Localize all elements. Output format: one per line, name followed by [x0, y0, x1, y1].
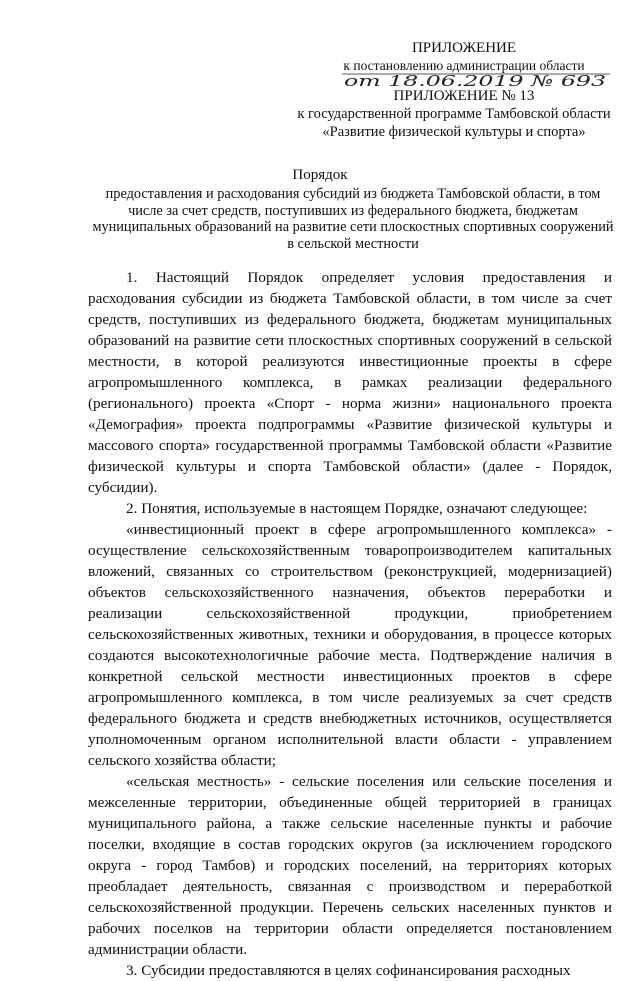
paragraph-2: 2. Понятия, используемые в настоящем Порядке, означают следующее:: [126, 500, 588, 517]
program-line-1: к государственной программе Тамбовской области: [297, 106, 611, 122]
handwritten-date-text: от 18.06.2019 № 693: [344, 72, 606, 89]
appendix-title: ПРИЛОЖЕНИЕ: [411, 40, 517, 56]
order-subtitle: предоставления и расходования субсидий из бюджета Тамбовской области, в том числе за счет средств, поступивших из федерального бюджета, бюджетам муниципальных образований на развитие сети плоскостных спортивных сооружений в сельской местности: [92, 186, 614, 252]
appendix-13-title: ПРИЛОЖЕНИЕ № 13: [393, 88, 535, 104]
order-title: Порядок: [292, 167, 348, 183]
paragraph-1: 1. Настоящий Порядок определяет условия предоставления и расходования субсидии из бюджета Тамбовской области, в том числе за счет средств, поступивших из федерального бюджета, бюджетам муниципальных образований на развитие сети плоскостных спортивных сооружений в сельской местности, в которой реализуются инвестиционные проекты в сфере агропромышленного комплекса, в рамках реализации федерального (регионального) проекта «Спорт - норма жизни» национального проекта «Демография» проекта подпрограммы «Развитие физической культуры и массового спорта» государственной программы Тамбовской области «Развитие физической культуры и спорта Тамбовской области» (далее - Порядок, субсидии).: [88, 269, 612, 496]
program-line-2: «Развитие физической культуры и спорта»: [322, 124, 586, 140]
paragraph-3: «инвестиционный проект в сфере агропромышленного комплекса» - осуществление сельскохозяйственным товаропроизводителем капитальных вложений, связанных со строительством (реконструкцией, модернизацией) объектов сельскохозяйственного назначения, объектов переработки и реализации сельскохозяйственной продукции, приобретением сельскохозяйственных животных, техники и оборудования, в процессе которых создаются высокотехнологичные рабочие места. Подтверждение наличия в конкретной сельской местности инвестиционных проектов в сфере агропромышленного комплекса, в том числе реализуемых за счет средств федерального бюджета и средств внебюджетных источников, осуществляется уполномоченным органом исполнительной власти области - управлением сельского хозяйства области;: [88, 521, 612, 769]
appendix-resolution-line: к постановлению администрации области: [343, 58, 585, 73]
paragraph-4: «сельская местность» - сельские поселения или сельские поселения и межселенные территории, объединенные общей территорией в границах муниципального района, а также сельские населенные пункты и рабочие поселки, входящие в состав городских округов (за исключением городского округа - город Тамбов) и городских поселений, на территориях которых преобладает деятельность, связанная с производством и переработкой сельскохозяйственной продукции. Перечень сельских населенных пунктов и рабочих поселков на территории области определяется постановлением администрации области.: [88, 773, 612, 958]
handwritten-date-number: [342, 71, 610, 89]
document-body: [88, 267, 612, 981]
paragraph-5: 3. Субсидии предоставляются в целях софинансирования расходных: [126, 962, 571, 979]
